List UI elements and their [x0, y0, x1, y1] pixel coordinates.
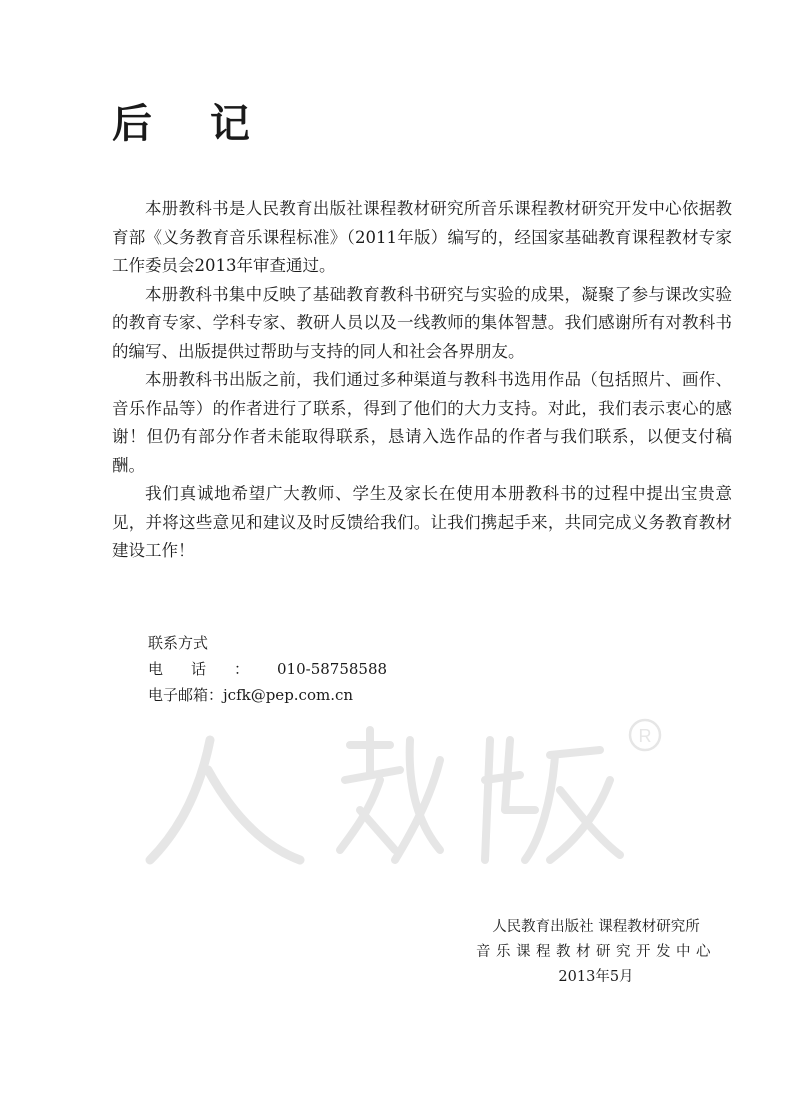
- signature-line-2: 音乐课程教材研究开发中心: [476, 944, 716, 960]
- paragraph-2: 本册教科书集中反映了基础教育教科书研究与实验的成果，凝聚了参与课改实验的教育专家、学科专家、教研人员以及一线教师的集体智慧。我们感谢所有对教科书的编写、出版提供过帮助与支持的同人和社会各界朋友。: [112, 284, 732, 361]
- watermark-logo-graphic: [140, 700, 680, 880]
- svg-text:R: R: [638, 726, 652, 746]
- registered-mark: [630, 720, 660, 750]
- paragraph-4: 我们真诚地希望广大教师、学生及家长在使用本册教科书的过程中提出宝贵意见，并将这些意见和建议及时反馈给我们。让我们携起手来，共同完成义务教育教材建设工作！: [112, 484, 732, 560]
- contact-phone-row: [148, 656, 387, 682]
- signature-line-1: 人民教育出版社 课程教材研究所: [492, 919, 700, 935]
- paragraph-1: 本册教科书是人民教育出版社课程教材研究所音乐课程教材研究开发中心依据教育部《义务教育音乐课程标准》（2011年版）编写的，经国家基础教育课程教材专家工作委员会2013年审查通过。: [112, 199, 732, 275]
- contact-heading: 联系方式: [148, 634, 209, 652]
- email-label: 电子邮箱：: [148, 686, 224, 704]
- paragraph-3: 本册教科书出版之前，我们通过多种渠道与教科书选用作品（包括照片、画作、音乐作品等）的作者进行了联系，得到了他们的大力支持。对此，我们表示衷心的感谢！但仍有部分作者未能取得联系，恳请入选作品的作者与我们联系，以便支付稿酬。: [112, 370, 732, 475]
- afterword-body: [112, 195, 732, 566]
- phone-value: 010-58758588: [277, 660, 388, 678]
- publisher-watermark: [140, 700, 680, 880]
- contact-info: [148, 630, 387, 708]
- email-value: jcfk@pep.com.cn: [223, 686, 354, 704]
- signature-date: 2013年5月: [558, 969, 634, 985]
- phone-label: 电话：: [148, 660, 278, 678]
- page-title: 后 记: [112, 100, 272, 147]
- publisher-signature: [476, 915, 716, 990]
